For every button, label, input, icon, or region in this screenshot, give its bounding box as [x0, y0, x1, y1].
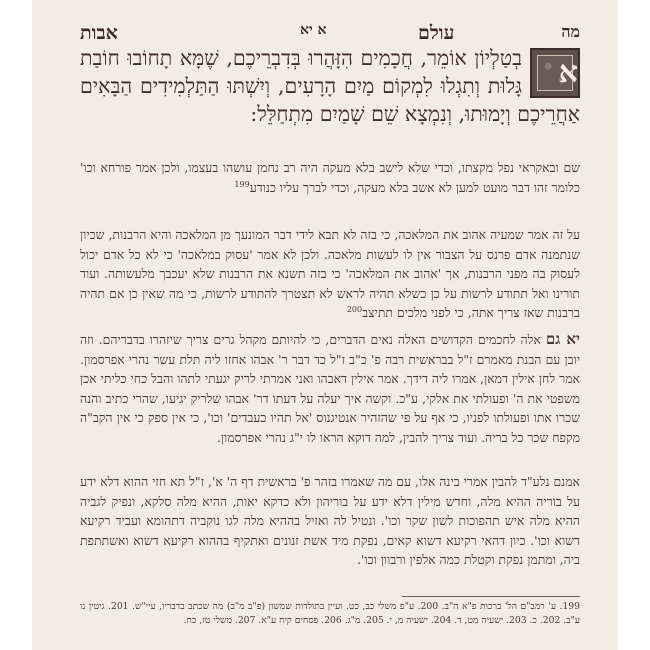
- mishnah-lead-words: יא גם: [545, 330, 580, 348]
- commentary-text: על זה אמר שמעיה אהוב את המלאכה, כי בזה לא תבא לידי דבר המונעך מן המלאכה והיא הרבנות, שכיון שנתמנה אדם פרנס על הצבור אין לו לעשות מלאכה. ולכן לא אמר 'עסוק במלאכה' כי לא כל אדם יכול לעסוק בה מפני הרבנות, אך 'אהוב את המלאכה' כי בזה תשנא את הרבנות שלא יעכבך מלעשותה. ועוד תורינו ואל תתודע לרשות על כן כשלא תהיה לראש לא תצטרך להתודע לרשות, כי מה שאין כן אם תהיה ברבנות שאז צריך אתה, כי לפני מלכים תתיצב: [80, 227, 580, 321]
- commentary-paragraph: [80, 158, 580, 220]
- tractate-title: אבות: [80, 22, 118, 44]
- section-title: עולם: [418, 22, 455, 44]
- page-number: מה: [561, 22, 580, 41]
- commentary-paragraph: [80, 225, 580, 325]
- initial-letter: א: [558, 55, 578, 90]
- footnotes: 199. ע' רמב"ם הל' ברכות פ"א ה"ב. 200. ע"פ משלי כב, כט. ועיין בתולדות שמשון (פ"ב מ"ב) מה שכתב בדבריו, עיי"ש. 201. גיטין נו ע"ב. 202. כ. 203. ישעיה מט, ד. 204. ישעיה מ, י. 205. מ"ג. 206. פסחים קיח ע"א. 207. משלי טז, כח.: [80, 601, 580, 626]
- chapter-mishnah-marker: א יא: [300, 22, 327, 38]
- mishnah-text: בְטַלְיוֹן אוֹמֵר, חֲכָמִים הִזָּהֲרוּ בְּדִבְרֵיכֶם, שֶׁמָּא תָחוֹבוּ חוֹבַת גָּלוּת וְתִגְלוּ לִמְקוֹם מַיִם הָרָעִים, וְיִשְׁתּוּ הַתַּלְמִידִים הַבָּאִים אַחֲרֵיכֶם וְיָמוּתוּ, וְנִמְצָא שֵׁם שָׁמַיִם מִתְחַלֵּל:: [80, 46, 580, 126]
- footnote-divider: [402, 596, 580, 597]
- commentary-text: אמנם נלע"ד להבין אמרי בינה אלו, עם מה שאמרו בזהר פ' בראשית דף ה' א', ז"ל תא חזי ההוא דלא ידע על בוריה ההיא מלה, וחדש מילין דלא ידע על בוריהון ולא כדקא יאות, ההיא מלה סלקא, ונפיק לגביה ההיא מלה איש תהפוכות לשון שקר וכו'. ונטיל לה ואזיל בההיא מלה לגו נוקביה דתהומא ועביד רקיעא דשוא וכו'. כיון דהאי רקיעא דשוא קאים, נפקת מיד אשת זנונים ואתקיף בההוא רקיעא דשוא ואשתתפת ביה, ומתמן נפקת וקטלת כמה אלפין ורבוון וכו'.: [80, 474, 580, 568]
- decorated-initial: [530, 48, 580, 98]
- commentary-text: שם ובאקראי נפל מקצתו, וכדי שלא לישב בלא מעקה היה רב נחמן עושהו בעצמו, ולכן אמר פורחא וכו' כלומר זהו דבר מועט למען לא אשב בלא מעקה, וכדי לברך עליו כנודע: [80, 160, 580, 195]
- commentary-paragraph: [80, 330, 580, 466]
- book-page: [32, 0, 618, 650]
- mishnah-text-block: [80, 44, 580, 150]
- footnote-ref: 199: [234, 179, 250, 189]
- commentary-text: אלה לחכמים הקדושים האלה נאים הדברים, כי להיותם מקהל גרים צריך שיזהרו בדבריהם. וזה יובן עם הבנת מאמרם ז"ל בבראשית רבה פ' כ"ב ז"ל כד דבר ר' אבהו אחזו ליה תלת עשר נהרי אפרסמון. אמר לחן אילין דמאן, אמרו ליה דידך. אמר אילין דאבהו ואני אמרתי לריק יגעתי לתהו והבל כחי כליתי אכן משפטי את ה' ופעולתי את אלקי, ע"כ. וקשה איך יעלה על דעתו דר' אבהו שלריק יגיעו, שהרי כתיב והנה שכרו אתו ופעולתו לפניו, כי אף על פי שהזהיר אנטיגנוס 'אל תהיו כעבדים' וכו', כי אין ספק כי אין הקב"ה מקפח שכר כל בריה. ועוד צריך להבין, למה דוקא הראו לו י"ג נהרי אפרסמון.: [80, 332, 580, 445]
- footnote-ref: 200: [346, 305, 363, 315]
- commentary-paragraph: [80, 472, 580, 592]
- running-header: [80, 22, 580, 46]
